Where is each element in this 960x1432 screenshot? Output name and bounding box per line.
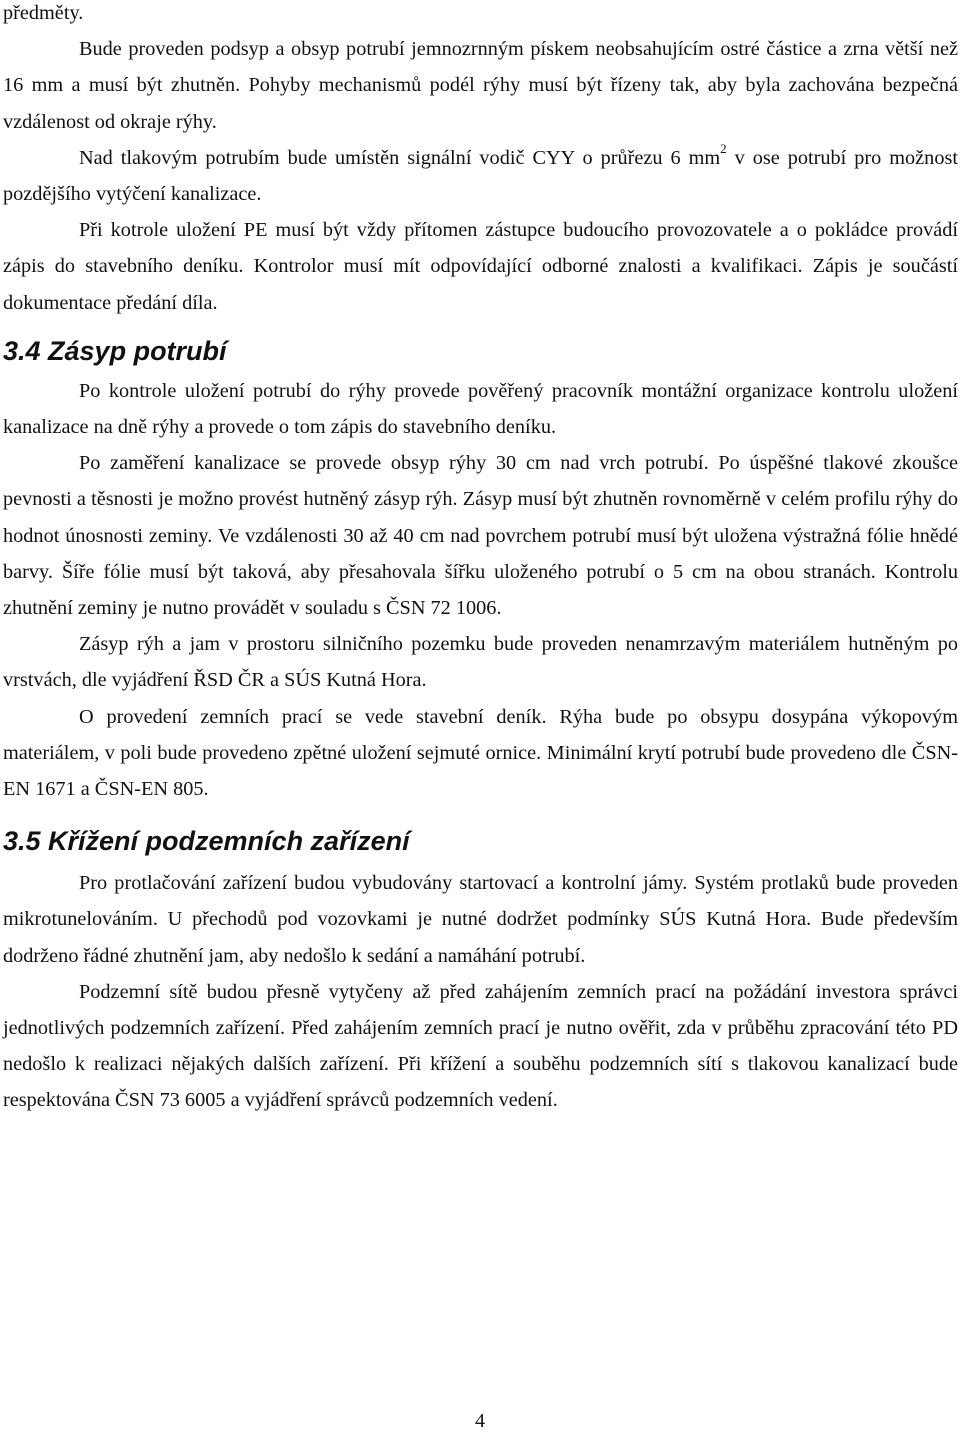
superscript-2: 2	[720, 141, 727, 157]
paragraph-3-4-1: Po kontrole uložení potrubí do rýhy provede pověřený pracovník montážní organizace kontrolu uložení kanalizace na dně rýhy a provede o tom zápis do stavebního deníku.	[3, 379, 958, 439]
paragraph-fragment: předměty.	[3, 2, 84, 24]
section-heading-3-5: 3.5 Křížení podzemních zařízení	[3, 826, 410, 857]
paragraph-3-4-2: Po zaměření kanalizace se provede obsyp rýhy 30 cm nad vrch potrubí. Po úspěšné tlakové zkoušce pevnosti a těsnosti je možno provést hutněný zásyp rýh. Zásyp musí být zhutněn rovnoměrně v celém profilu rýhy do hodnot únosnosti zeminy. Ve vzdálenosti 30 až 40 cm nad povrchem potrubí musí být uložena výstražná fólie hnědé barvy. Šíře fólie musí být taková, aby přesahovala šířku uloženého potrubí o 5 cm na obou stranách. Kontrolu zhutnění zeminy je nutno provádět v souladu s ČSN 72 1006.	[3, 452, 958, 620]
paragraph-3-5-2: Podzemní sítě budou přesně vytyčeny až před zahájením zemních prací na požádání investora správci jednotlivých podzemních zařízení. Před zahájením zemních prací je nutno ověřit, zda v průběhu zpracování této PD nedošlo k realizaci nějakých dalších zařízení. Při křížení a souběhu podzemních sítí s tlakovou kanalizací bude respektována ČSN 73 6005 a vyjádření správců podzemních vedení.	[3, 980, 958, 1112]
document-page	[3, 0, 958, 1119]
paragraph-signal-wire-text: Nad tlakovým potrubím bude umístěn signální vodič CYY o průřezu 6 mm	[79, 146, 721, 169]
paragraph-3-4-3: Zásyp rýh a jam v prostoru silničního pozemku bude proveden nenamrzavým materiálem hutněným po vrstvách, dle vyjádření ŘSD ČR a SÚS Kutná Hora.	[3, 633, 958, 692]
paragraph-inspection: Při kotrole uložení PE musí být vždy přítomen zástupce budoucího provozovatele a o pokládce provádí zápis do stavebního deníku. Kontrolor musí mít odpovídající odborné znalosti a kvalifikaci. Zápis je součástí dokumentace předání díla.	[3, 219, 958, 314]
paragraph-signal-wire-text-end: v ose potrubí pro možnost pozdějšího vytýčení kanalizace.	[3, 146, 958, 206]
paragraph-signal-wire	[3, 140, 958, 212]
page-number: 4	[475, 1410, 485, 1432]
paragraph-3-5-1: Pro protlačování zařízení budou vybudovány startovací a kontrolní jámy. Systém protlaků bude proveden mikrotunelováním. U přechodů pod vozovkami je nutné dodržet podmínky SÚS Kutná Hora. Bude především dodrženo řádné zhutnění jam, aby nedošlo k sedání a namáhání potrubí.	[3, 872, 958, 967]
paragraph-3-4-4: O provedení zemních prací se vede stavební deník. Rýha bude po obsypu dosypána výkopovým materiálem, v poli bude provedeno zpětné uložení sejmuté ornice. Minimální krytí potrubí bude provedeno dle ČSN-EN 1671 a ČSN-EN 805.	[3, 705, 958, 801]
paragraph-podsyp: Bude proveden podsyp a obsyp potrubí jemnozrnným pískem neobsahujícím ostré částice a zrna větší než 16 mm a musí být zhutněn. Pohyby mechanismů podél rýhy musí být řízeny tak, aby byla zachována bezpečná vzdálenost od okraje rýhy.	[3, 38, 958, 133]
section-heading-3-4: 3.4 Zásyp potrubí	[3, 335, 227, 366]
